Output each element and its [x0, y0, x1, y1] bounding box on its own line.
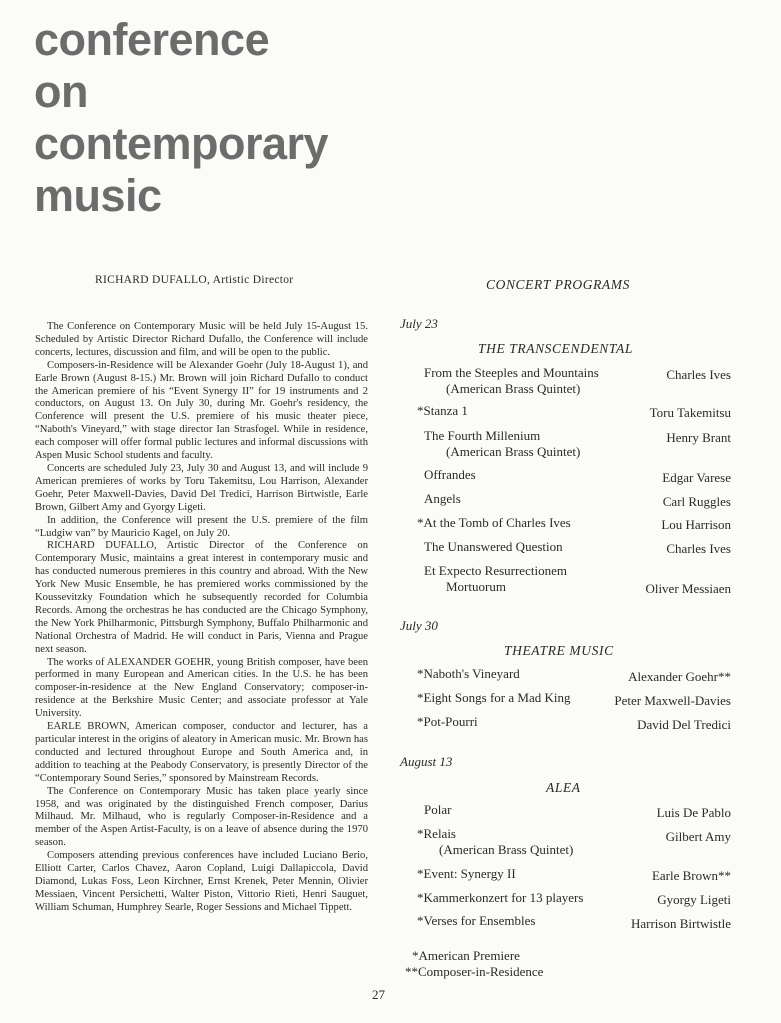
- paragraph: Concerts are scheduled July 23, July 30 and August 13, and will include 9 American premieres of works by Toru Takemitsu, Lou Harrison, Alexander Goehr, Peter Maxwell-Davies, David Del Tredici, Harrison Birtwistle, Earle Brown, Gilbert Amy and Gyorgy Ligeti.: [35, 462, 368, 513]
- title-line: contemporary: [34, 118, 329, 169]
- concert-title: ALEA: [546, 780, 581, 795]
- program-piece: [417, 866, 516, 882]
- paragraph: The works of ALEXANDER GOEHR, young British composer, have been performed in many European and American cities. In the U.S. he has been composer-in-residence at the New England Conservatory; composer-in-residence at the Berkshire Music Center; and associate professor at Yale University.: [35, 656, 368, 720]
- program-piece: [417, 890, 583, 906]
- piece-composer: Charles Ives: [666, 367, 731, 382]
- piece-title: *Relais: [417, 826, 456, 841]
- program-piece: [417, 403, 468, 419]
- program-piece: [424, 428, 580, 460]
- piece-subtitle: Mortuorum: [446, 579, 506, 594]
- piece-title: *Event: Synergy II: [417, 866, 516, 881]
- piece-title: The Fourth Millenium: [424, 428, 541, 443]
- piece-composer: Peter Maxwell-Davies: [614, 693, 731, 708]
- paragraph: Composers-in-Residence will be Alexander Goehr (July 18-August 1), and Earle Brown (August 8-15.) Mr. Brown will join Richard Dufallo to conduct the American premiere of his “Event Synergy II” for 19 instruments and 2 conductors, on August 13. On July 30, during Mr. Goehr's residency, the Conference will present the U.S. premiere of his music theater piece, “Naboth's Vineyard,” with stage director Ian Strasfogel. While in residence, each composer will offer formal public lectures and informal discussions with Aspen Music School students and faculty.: [35, 359, 368, 462]
- piece-title: The Unanswered Question: [424, 539, 563, 554]
- piece-composer: Earle Brown**: [651, 868, 731, 883]
- piece-composer: Lou Harrison: [661, 517, 731, 532]
- concert-date: July 23: [400, 316, 438, 331]
- piece-composer: Alexander Goehr**: [628, 669, 731, 684]
- program-piece: [417, 515, 571, 531]
- piece-title: *At the Tomb of Charles Ives: [417, 515, 571, 530]
- piece-composer: Toru Takemitsu: [649, 405, 731, 420]
- piece-composer: Edgar Varese: [662, 470, 731, 485]
- program-piece: [424, 491, 461, 507]
- page-number: 27: [372, 987, 385, 1002]
- piece-performer: (American Brass Quintet): [439, 842, 574, 857]
- program-piece: [417, 826, 573, 858]
- piece-performer: (American Brass Quintet): [446, 381, 581, 396]
- page-title: [34, 14, 328, 222]
- piece-composer: Carl Ruggles: [662, 494, 731, 509]
- paragraph: Composers attending previous conferences have included Luciano Berio, Elliott Carter, Carlos Chavez, Aaron Copland, Luigi Dallapiccola, David Diamond, Lukas Foss, Leon Kirchner, Ernst Krenek, Peter Mennin, Olivier Messiaen, Vincent Persichetti, Walter Piston, Vittorio Rieti, Henri Sauguet, William Schuman, Humphrey Searle, Roger Sessions and Michael Tippett.: [35, 850, 368, 913]
- concert-date: August 13: [400, 754, 453, 769]
- piece-title: From the Steeples and Mountains: [424, 365, 599, 380]
- program-piece: [417, 913, 535, 929]
- piece-title: *Pot-Pourri: [417, 714, 478, 729]
- piece-composer: Gilbert Amy: [665, 829, 731, 844]
- piece-title: Angels: [424, 491, 461, 506]
- piece-title: Et Expecto Resurrectionem: [424, 563, 567, 578]
- concert-date: July 30: [400, 618, 438, 633]
- piece-composer: Charles Ives: [666, 541, 731, 556]
- paragraph: EARLE BROWN, American composer, conductor and lecturer, has a particular interest in the origins of aleatory in American music. Mr. Brown has conducted and lectured throughout Europe and South America and, in addition to teaching at the Peabody Conservatory, is presently Director of the “Contemporary Sound Series,” sponsored by Mainstream Records.: [35, 721, 368, 784]
- piece-title: *Naboth's Vineyard: [417, 666, 520, 681]
- concert-title: THE TRANSCENDENTAL: [478, 341, 633, 356]
- piece-composer: Henry Brant: [666, 430, 731, 445]
- program-piece: [417, 666, 520, 682]
- piece-title: *Kammerkonzert for 13 players: [417, 890, 584, 905]
- piece-composer: Harrison Birtwistle: [630, 916, 731, 931]
- piece-title: *Verses for Ensembles: [417, 913, 536, 928]
- piece-title: Offrandes: [424, 467, 476, 482]
- footnote-composer-in-residence: **Composer-in-Residence: [405, 964, 544, 979]
- title-line: conference: [34, 14, 270, 65]
- footnote-american-premiere: *American Premiere: [412, 948, 520, 963]
- paragraph: RICHARD DUFALLO, Artistic Director of the Conference on Contemporary Music, maintains a great interest in contemporary music and has conducted numerous premieres in this country and abroad. With the New York New Music Ensemble, he has premiered works commissioned by the Koussevitzky Foundation which he subsequently recorded for Columbia Records. Among the orchestras he has conducted are the Chicago Symphony, the New York Philharmonic, Pittsburgh Symphony, Buffalo Philharmonic and National Orchestra of Madrid. He will conduct in Paris, Vienna and Prague next season.: [35, 540, 368, 655]
- paragraph: The Conference on Contemporary Music has taken place yearly since 1958, and was originated by the distinguished French composer, Darius Milhaud. Mr. Milhaud, who is regularly Composer-in-Residence and a member of the Aspen Artist-Faculty, is on a leave of absence during the 1970 season.: [35, 785, 368, 849]
- piece-composer: Oliver Messiaen: [645, 581, 731, 596]
- article-body: [35, 321, 368, 915]
- paragraph: The Conference on Contemporary Music will be held July 15-August 15. Scheduled by Artistic Director Richard Dufallo, the Conference will include concerts, lectures, discussion and film, and will be open to the public.: [35, 321, 368, 358]
- program-piece: [417, 714, 478, 730]
- piece-composer: Luis De Pablo: [656, 805, 731, 820]
- artistic-director-credit: RICHARD DUFALLO, Artistic Director: [95, 274, 294, 286]
- program-piece: [424, 467, 476, 483]
- piece-title: *Eight Songs for a Mad King: [417, 690, 571, 705]
- program-piece: [424, 365, 599, 397]
- program-piece: [424, 539, 563, 555]
- title-line: music: [34, 170, 162, 221]
- concert-programs-heading: CONCERT PROGRAMS: [486, 277, 630, 292]
- piece-performer: (American Brass Quintet): [446, 444, 581, 459]
- program-piece: [417, 690, 570, 706]
- program-piece: [424, 563, 567, 595]
- title-line: on: [34, 66, 88, 117]
- program-piece: [424, 802, 451, 818]
- piece-title: *Stanza 1: [417, 403, 468, 418]
- concert-title: THEATRE MUSIC: [504, 643, 614, 658]
- piece-title: Polar: [424, 802, 452, 817]
- piece-composer: David Del Tredici: [637, 717, 731, 732]
- piece-composer: Gyorgy Ligeti: [657, 892, 731, 907]
- paragraph: In addition, the Conference will present the U.S. premiere of the film “Ludgiw van” by Mauricio Kagel, on July 20.: [35, 514, 368, 539]
